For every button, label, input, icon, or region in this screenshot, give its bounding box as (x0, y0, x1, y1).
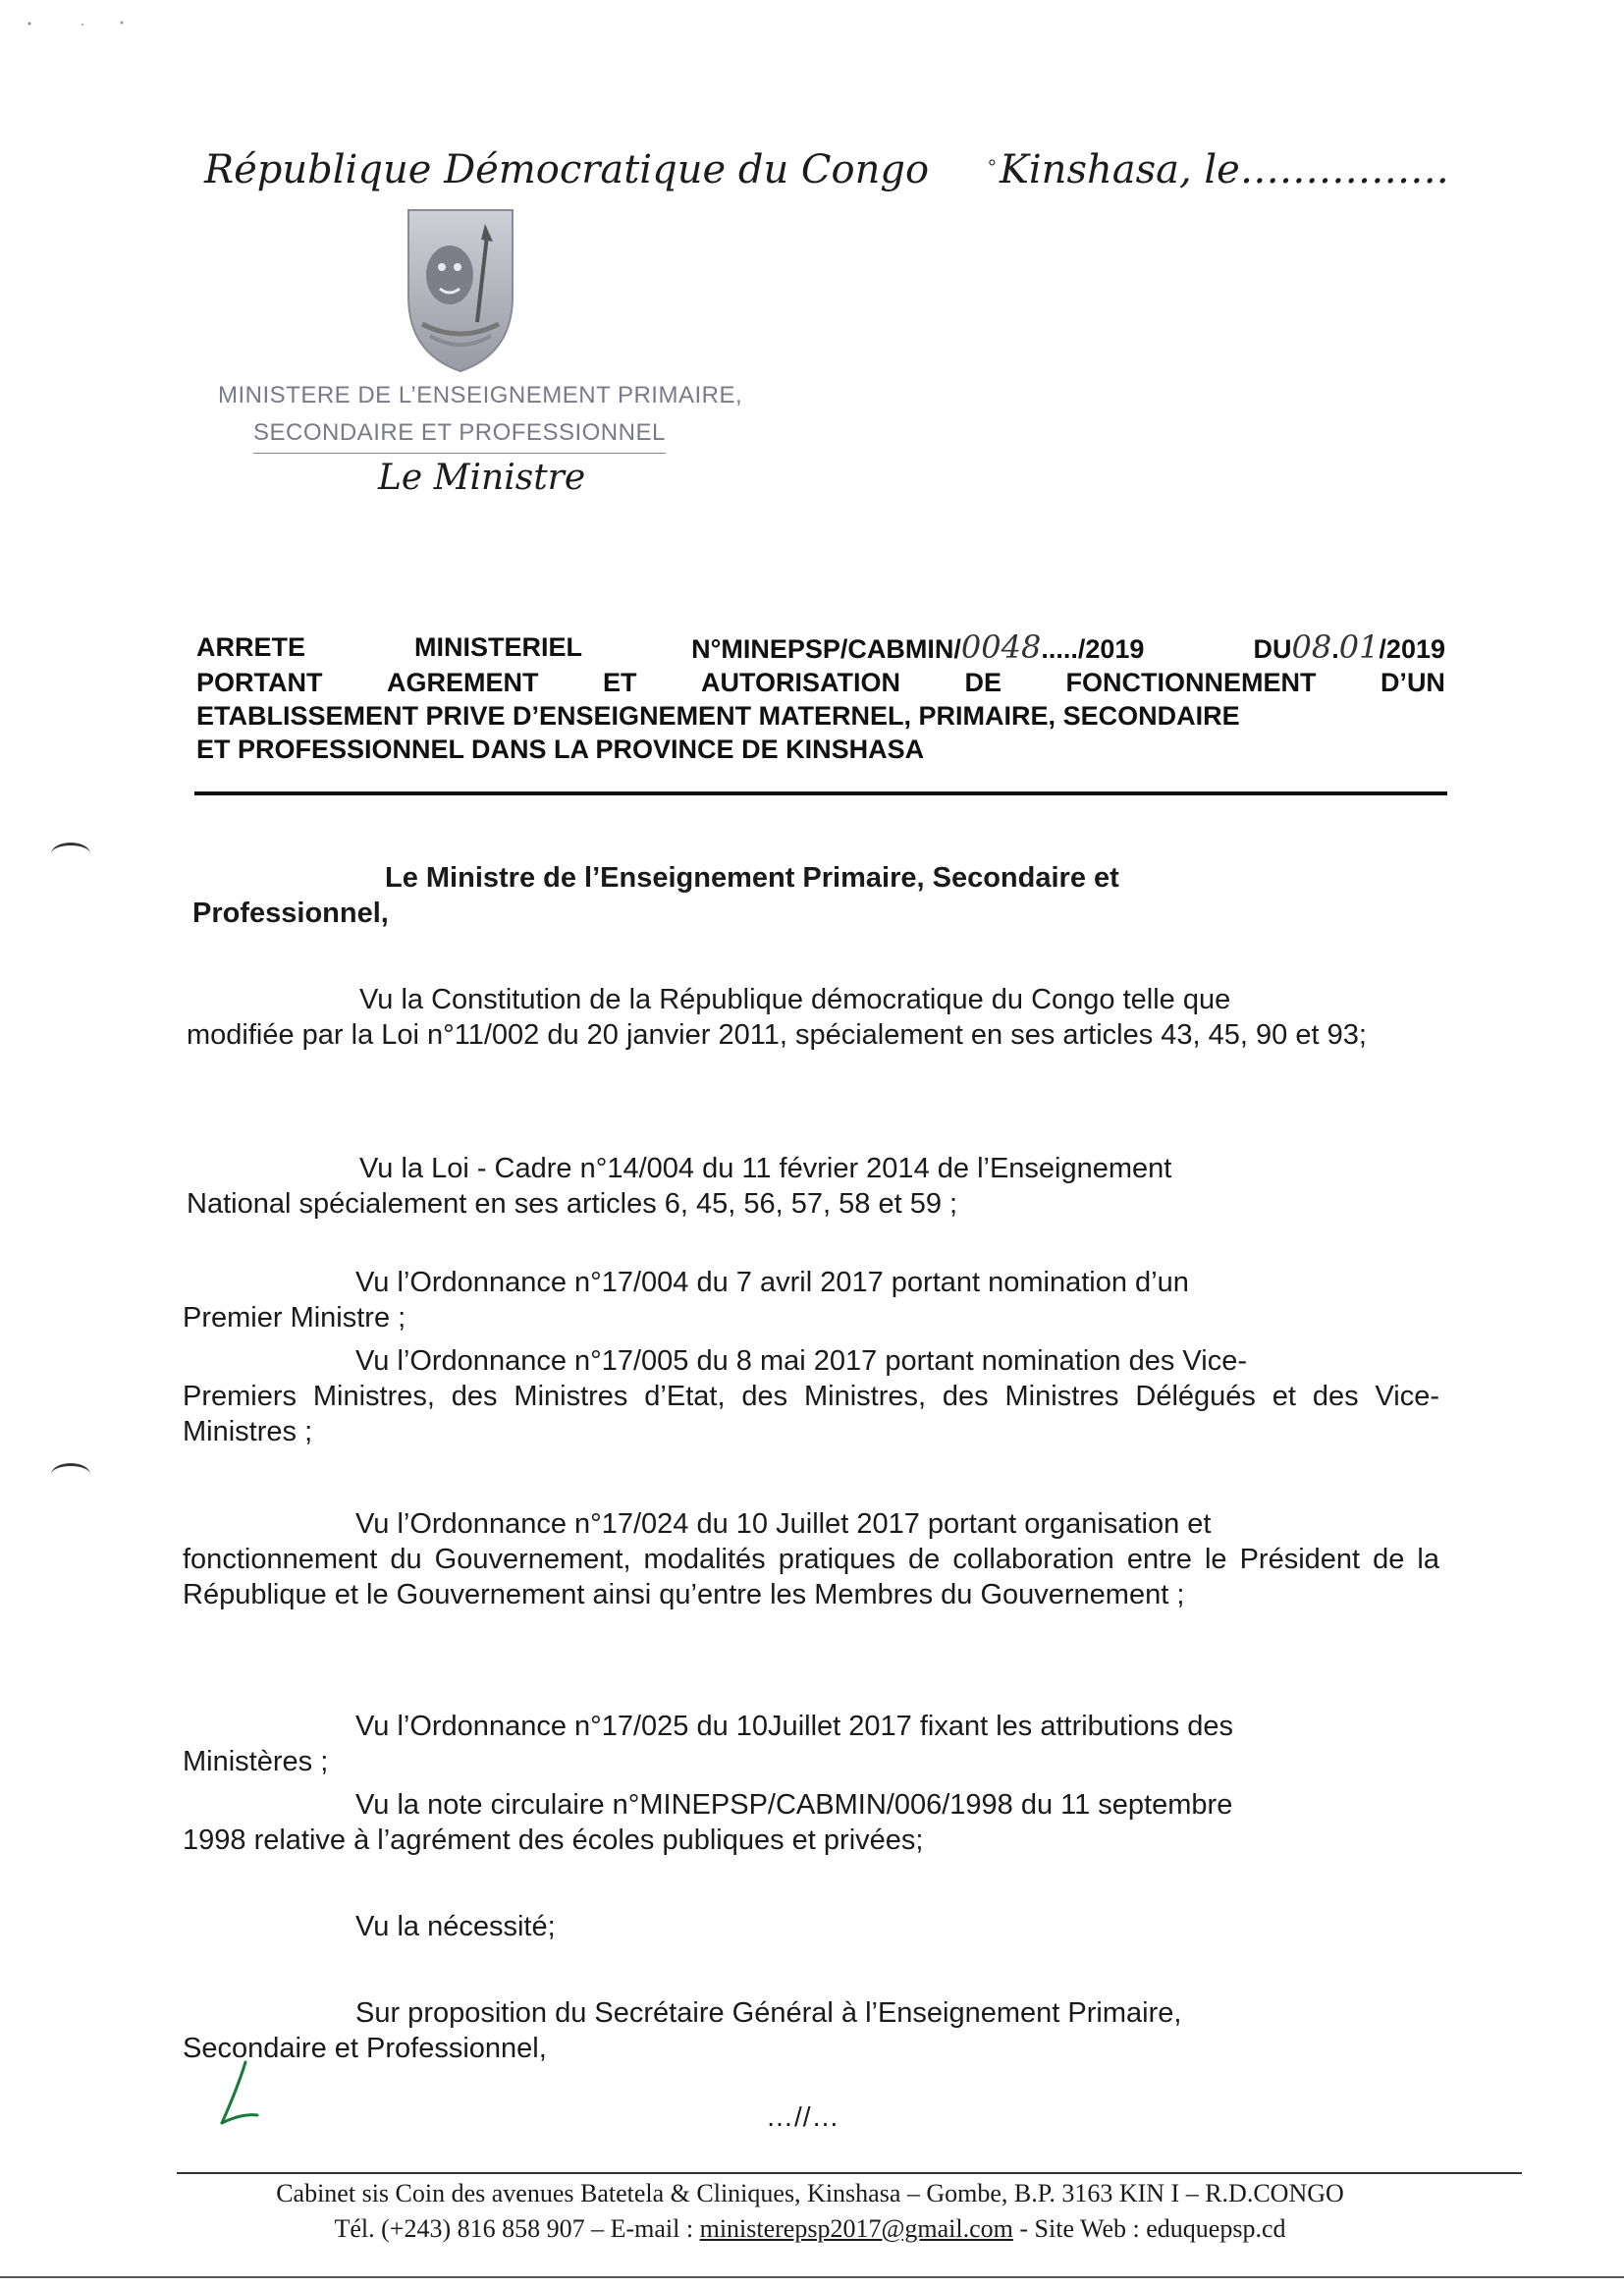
line: Vu l’Ordonnance n°17/025 du 10Juillet 2017 fixant les attributions des (355, 1711, 1234, 1742)
handwritten-month: 01 (1338, 628, 1380, 666)
title-divider (194, 791, 1447, 795)
paragraph-ordonnance-1 (183, 1265, 1439, 1335)
handwritten-number: 0048 (960, 628, 1042, 666)
punch-hole-mark (51, 1463, 90, 1486)
paragraph-ordonnance-2 (183, 1343, 1439, 1449)
date-sep: . (1331, 634, 1339, 664)
line: Le Ministre de l’Enseignement Primaire, Secondaire et (385, 862, 1119, 894)
line: Vu l’Ordonnance n°17/005 du 8 mai 2017 portant nomination des Vice- (355, 1345, 1247, 1377)
punch-hole-mark (51, 843, 90, 865)
title-word: D’UN (1380, 668, 1445, 697)
footer-email-link[interactable]: ministerepsp2017@gmail.com (699, 2214, 1013, 2243)
decree-date (1253, 630, 1445, 666)
place-date: Kinshasa, le……………. (1000, 147, 1449, 192)
line: 1998 relative à l’agrément des écoles publiques et privées; (183, 1825, 924, 1856)
footer-website: - Site Web : eduquepsp.cd (1019, 2214, 1286, 2243)
title-line-2 (196, 666, 1445, 699)
handwritten-tick-mark (212, 2058, 261, 2129)
line: Vu la note circulaire n°MINEPSP/CABMIN/006/1998 du 11 septembre (355, 1789, 1233, 1821)
paragraph-proposition (183, 1995, 1439, 2066)
title-line-1 (196, 630, 1445, 666)
title-word: MINISTERIEL (414, 632, 583, 662)
intro-paragraph (192, 860, 1445, 931)
ministry-line-1: MINISTERE DE L’ENSEIGNEMENT PRIMAIRE, (218, 382, 743, 409)
date-year: /2019 (1379, 634, 1445, 664)
continuation-mark: …//… (766, 2101, 840, 2132)
line: Secondaire et Professionnel, (183, 2033, 547, 2064)
line: Ministères ; (183, 1746, 329, 1777)
footer-contact (187, 2213, 1434, 2245)
footer-divider (177, 2172, 1522, 2174)
title-word: AGREMENT (386, 668, 539, 697)
line: Vu la nécessité; (355, 1911, 556, 1942)
minister-heading: Le Ministre (378, 458, 586, 498)
line: Professionnel, (192, 898, 389, 929)
ref-prefix: N°MINEPSP/CABMIN/ (691, 634, 961, 664)
coat-of-arms-emblem (401, 206, 520, 375)
scan-speck (24, 20, 141, 27)
paragraph-ordonnance-3 (183, 1506, 1439, 1612)
footer-address: Cabinet sis Coin des avenues Batetela & Cliniques, Kinshasa – Gombe, B.P. 3163 KIN I – R.D.CONGO (276, 2179, 1344, 2207)
title-word: ARRETE (196, 632, 306, 662)
title-word: ET (602, 668, 637, 697)
decree-title (196, 630, 1445, 766)
title-word: FONCTIONNEMENT (1065, 668, 1317, 697)
line: Vu la Loi - Cadre n°14/004 du 11 février 2014 de l’Enseignement (359, 1153, 1172, 1184)
handwritten-day: 08 (1291, 628, 1332, 666)
line: Vu l’Ordonnance n°17/024 du 10 Juillet 2017 portant organisation et (355, 1508, 1212, 1540)
title-line-3 (196, 699, 1445, 733)
title-line-4 (196, 733, 1445, 766)
ref-dots: ..... (1041, 634, 1078, 664)
footer-tel: Tél. (+243) 816 858 907 – E-mail : (334, 2214, 694, 2243)
title-text: ETABLISSEMENT PRIVE D’ENSEIGNEMENT MATERNEL, PRIMAIRE, SECONDAIRE (196, 701, 1240, 731)
line: Premiers Ministres, des Ministres d’Etat, des Ministres, des Ministres Délégués et des Vice-Ministres ; (183, 1381, 1439, 1447)
bullet-mark: ° (988, 155, 997, 180)
title-text: ET PROFESSIONNEL DANS LA PROVINCE DE KINSHASA (196, 735, 925, 764)
paragraph-circulaire (183, 1787, 1439, 1858)
title-word: AUTORISATION (700, 668, 900, 697)
ministry-line-2: SECONDAIRE ET PROFESSIONNEL (253, 414, 666, 454)
decree-reference (691, 630, 1144, 666)
line: Sur proposition du Secrétaire Général à l’Enseignement Primaire, (355, 1997, 1182, 2029)
paragraph-necessite (183, 1909, 1439, 1944)
line: fonctionnement du Gouvernement, modalités pratiques de collaboration entre le Président de la République et le Gouvernement ainsi qu’entre les Membres du Gouvernement ; (183, 1544, 1439, 1610)
paragraph-constitution (187, 982, 1443, 1053)
line: Vu l’Ordonnance n°17/004 du 7 avril 2017 portant nomination d’un (355, 1267, 1189, 1298)
line: Premier Ministre ; (183, 1302, 406, 1334)
line: Vu la Constitution de la République démocratique du Congo telle que (359, 984, 1231, 1015)
date-prefix: DU (1253, 634, 1292, 664)
paragraph-ordonnance-4 (183, 1709, 1439, 1779)
title-word: DE (964, 668, 1001, 697)
line: modifiée par la Loi n°11/002 du 20 janvier 2011, spécialement en ses articles 43, 45, 90 et 93; (187, 1019, 1367, 1051)
paragraph-loi-cadre (187, 1151, 1443, 1222)
line: National spécialement en ses articles 6, 45, 56, 57, 58 et 59 ; (187, 1188, 958, 1220)
ministry-name (218, 377, 742, 454)
page-bottom-line (0, 2276, 1624, 2278)
country-heading: République Démocratique du Congo (204, 147, 930, 192)
ref-year: /2019 (1077, 634, 1145, 664)
title-word: PORTANT (196, 668, 323, 697)
